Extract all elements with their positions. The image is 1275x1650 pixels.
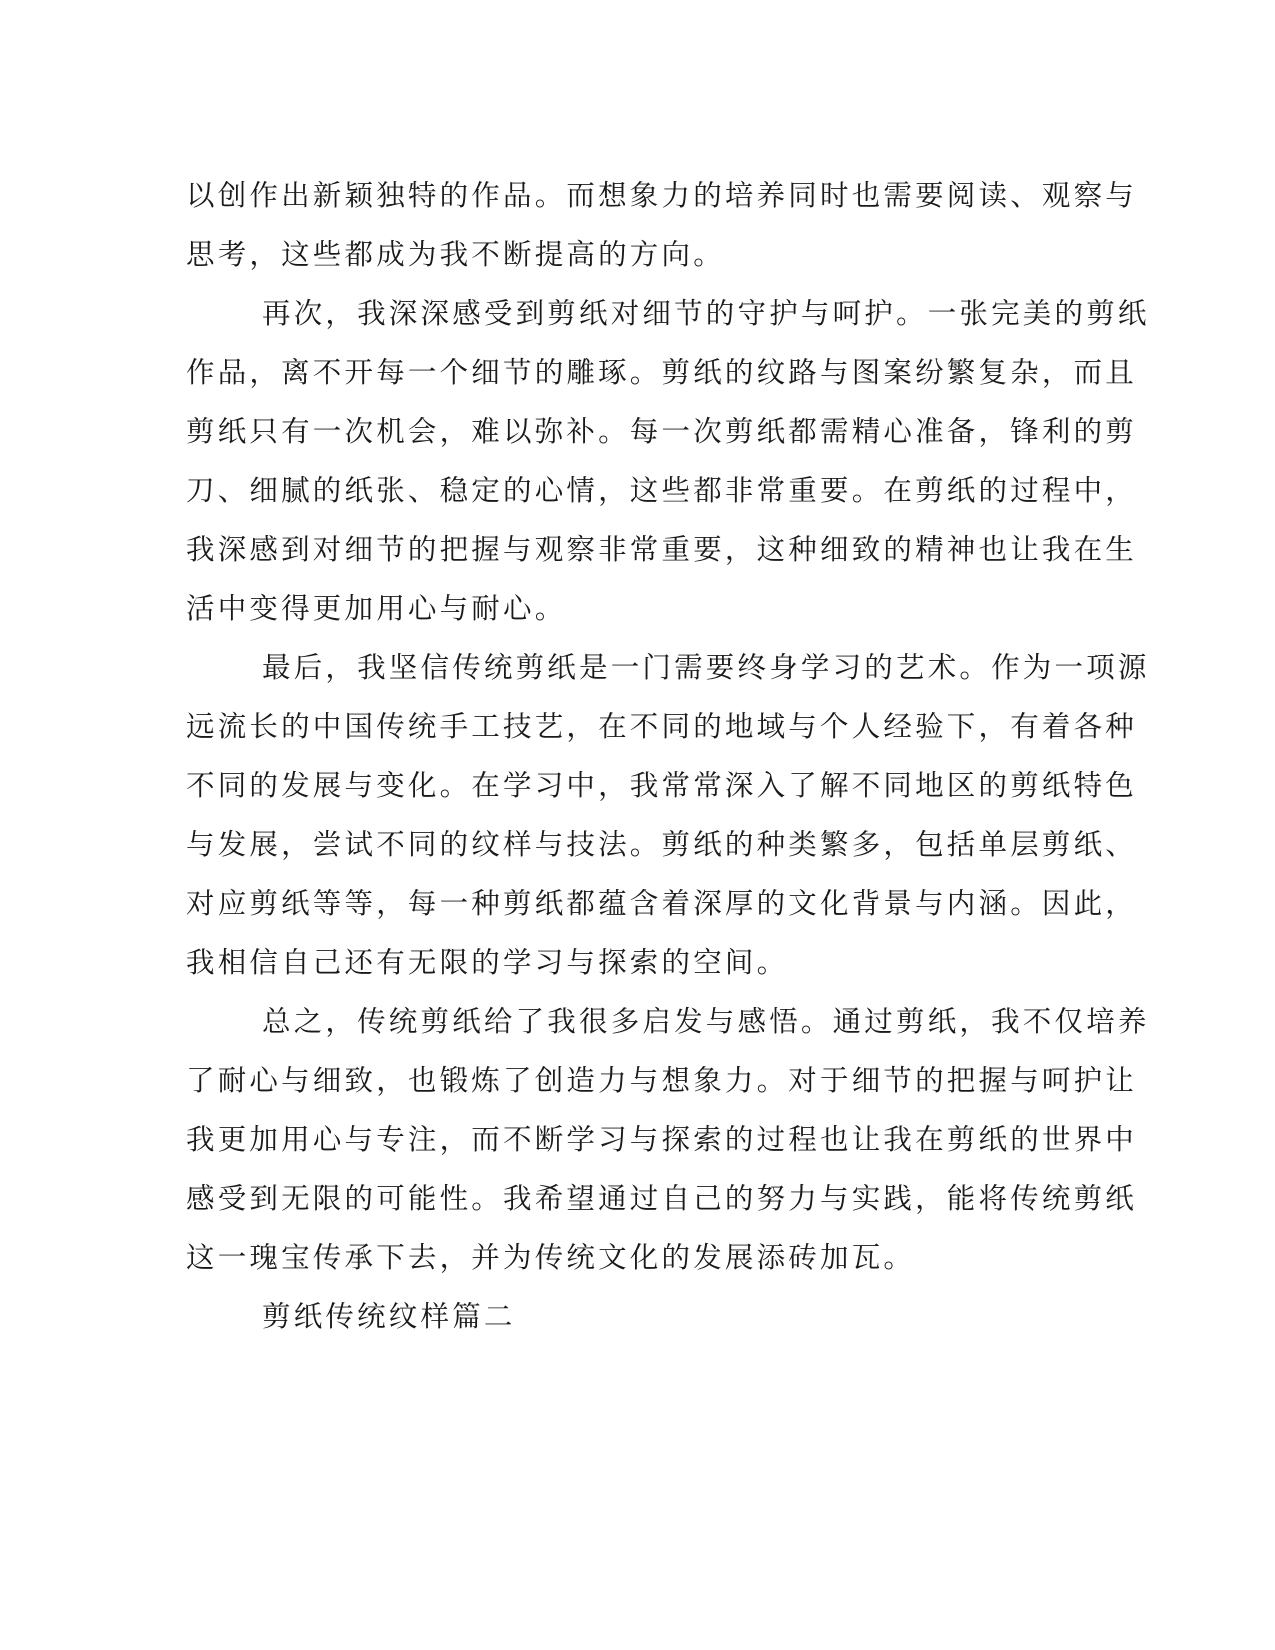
paragraph-line: 以创作出新颖独特的作品。而想象力的培养同时也需要阅读、观察与 [186,179,1138,212]
paragraph-line: 与发展，尝试不同的纹样与技法。剪纸的种类繁多，包括单层剪纸、 [186,828,1138,861]
paragraph-line: 思考，这些都成为我不断提高的方向。 [186,238,725,271]
paragraph-line: 对应剪纸等等，每一种剪纸都蕴含着深厚的文化背景与内涵。因此， [186,887,1138,920]
paragraph-line: 了耐心与细致，也锻炼了创造力与想象力。对于细节的把握与呵护让 [186,1064,1138,1097]
body-text [186,166,1150,1346]
paragraph-first-line: 最后，我坚信传统剪纸是一门需要终身学习的艺术。作为一项源 [262,651,1150,684]
paragraph-line: 我更加用心与专注，而不断学习与探索的过程也让我在剪纸的世界中 [186,1123,1138,1156]
paragraph-line: 不同的发展与变化。在学习中，我常常深入了解不同地区的剪纸特色 [186,769,1138,802]
paragraph-line: 我深感到对细节的把握与观察非常重要，这种细致的精神也让我在生 [186,533,1138,566]
paragraph-line: 感受到无限的可能性。我希望通过自己的努力与实践，能将传统剪纸 [186,1182,1138,1215]
section-heading: 剪纸传统纹样篇二 [262,1300,516,1333]
paragraph-line: 我相信自己还有无限的学习与探索的空间。 [186,946,789,979]
paragraph-line: 剪纸只有一次机会，难以弥补。每一次剪纸都需精心准备，锋利的剪 [186,415,1138,448]
paragraph-line: 活中变得更加用心与耐心。 [186,592,567,625]
paragraph-line: 刀、细腻的纸张、稳定的心情，这些都非常重要。在剪纸的过程中， [186,474,1138,507]
paragraph-first-line: 总之，传统剪纸给了我很多启发与感悟。通过剪纸，我不仅培养 [262,1005,1150,1038]
paragraph-line: 作品，离不开每一个细节的雕琢。剪纸的纹路与图案纷繁复杂，而且 [186,356,1138,389]
paragraph-first-line: 再次，我深深感受到剪纸对细节的守护与呵护。一张完美的剪纸 [262,297,1150,330]
paragraph-line: 这一瑰宝传承下去，并为传统文化的发展添砖加瓦。 [186,1241,916,1274]
paragraph-line: 远流长的中国传统手工技艺，在不同的地域与个人经验下，有着各种 [186,710,1138,743]
